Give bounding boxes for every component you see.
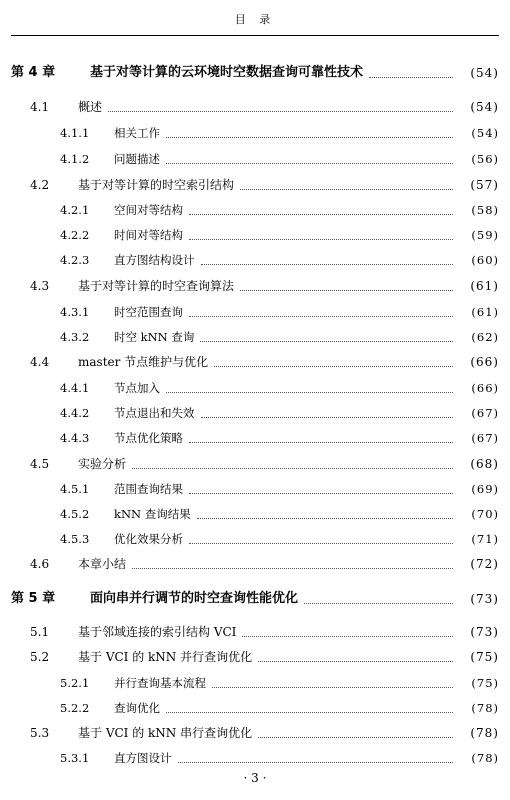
dot-leader [369, 77, 453, 78]
dot-leader [132, 468, 453, 469]
toc-number: 5.2.2 [60, 701, 90, 715]
toc-number: 5.2.1 [60, 676, 90, 690]
toc-page: (67) [471, 431, 499, 445]
page-number: · 3 · [243, 771, 267, 785]
toc-title: 节点退出和失效 [114, 406, 195, 420]
toc-page: (73) [470, 592, 499, 606]
toc-section-4-1[interactable] [30, 97, 499, 117]
dot-leader [166, 137, 453, 138]
toc-number: 第 5 章 [11, 591, 56, 606]
toc-title: 直方图结构设计 [114, 253, 195, 267]
toc-section-5-2[interactable] [30, 647, 499, 667]
toc-number: 4.5 [30, 457, 50, 471]
dot-leader [166, 163, 453, 164]
toc-title: 问题描述 [114, 152, 160, 166]
dot-leader [200, 341, 453, 342]
toc-page: (54) [470, 100, 499, 114]
dot-leader [304, 603, 453, 604]
toc-title: 概述 [78, 100, 103, 114]
toc-title: 并行查询基本流程 [114, 676, 206, 690]
toc-section-5-1[interactable] [30, 622, 499, 642]
toc-page: (78) [471, 701, 499, 715]
toc-number: 5.1 [30, 625, 50, 639]
toc-number: 4.3.1 [60, 305, 90, 319]
toc-page: (69) [471, 482, 499, 496]
toc-page: (56) [471, 152, 499, 166]
toc-page: (70) [471, 507, 499, 521]
toc-number: 4.2.2 [60, 228, 90, 242]
toc-title: 实验分析 [78, 457, 127, 471]
dot-leader [201, 417, 454, 418]
toc-page: (73) [470, 625, 499, 639]
dot-leader [258, 737, 453, 738]
dot-leader [258, 661, 453, 662]
toc-subsection-4-3-1[interactable] [60, 302, 499, 322]
toc-number: 5.3.1 [60, 751, 90, 765]
toc-title: 基于 VCI 的 kNN 串行查询优化 [78, 726, 253, 740]
toc-subsection-4-4-2[interactable] [60, 403, 499, 423]
toc-number: 4.3 [30, 279, 50, 293]
toc-subsection-4-5-1[interactable] [60, 479, 499, 499]
dot-leader [212, 687, 453, 688]
header-rule [11, 35, 499, 36]
toc-title: 节点加入 [114, 381, 160, 395]
toc-page: (71) [471, 532, 499, 546]
toc-number: 第 4 章 [11, 65, 56, 80]
page-header-title: 目 录 [234, 13, 276, 26]
toc-page: (75) [471, 676, 499, 690]
toc-page: (68) [470, 457, 499, 471]
toc-page: (75) [470, 650, 499, 664]
dot-leader [214, 366, 453, 367]
toc-number: 4.5.1 [60, 482, 90, 496]
dot-leader [189, 543, 453, 544]
toc-number: 4.5.2 [60, 507, 90, 521]
toc-page: (66) [471, 381, 499, 395]
toc-subsection-4-4-1[interactable] [60, 378, 499, 398]
toc-section-4-3[interactable] [30, 276, 499, 296]
toc-title: 面向串并行调节的时空查询性能优化 [90, 591, 299, 606]
toc-page: (72) [470, 557, 499, 571]
toc-section-5-3[interactable] [30, 723, 499, 743]
toc-page: (78) [470, 726, 499, 740]
toc-page: (57) [470, 178, 499, 192]
toc-number: 5.2 [30, 650, 50, 664]
toc-subsection-4-2-3[interactable] [60, 250, 499, 270]
toc-subsection-5-3-1[interactable] [60, 748, 499, 768]
toc-subsection-4-2-1[interactable] [60, 200, 499, 220]
dot-leader [240, 290, 453, 291]
toc-page: (54) [470, 66, 499, 80]
toc-title: 时空 kNN 查询 [114, 330, 195, 344]
toc-page: (54) [471, 126, 499, 140]
toc-subsection-4-4-3[interactable] [60, 428, 499, 448]
toc-title: kNN 查询结果 [114, 507, 191, 521]
toc-chapter-4[interactable] [11, 63, 499, 83]
toc-number: 4.2.1 [60, 203, 90, 217]
toc-page: (62) [471, 330, 499, 344]
dot-leader [189, 316, 453, 317]
toc-chapter-5[interactable] [11, 589, 499, 609]
toc-page: (67) [471, 406, 499, 420]
toc-title: 时空范围查询 [114, 305, 183, 319]
toc-title: 基于 VCI 的 kNN 并行查询优化 [78, 650, 253, 664]
dot-leader [240, 189, 453, 190]
dot-leader [189, 239, 453, 240]
toc-number: 4.1.2 [60, 152, 90, 166]
toc-title: 基于对等计算的时空查询算法 [78, 279, 235, 293]
toc-subsection-5-2-2[interactable] [60, 698, 499, 718]
toc-page: (66) [470, 355, 499, 369]
dot-leader [178, 762, 454, 763]
toc-title: 直方图设计 [114, 751, 172, 765]
toc-title: 范围查询结果 [114, 482, 183, 496]
toc-number: 4.4.2 [60, 406, 90, 420]
dot-leader [166, 392, 453, 393]
toc-title: 空间对等结构 [114, 203, 183, 217]
toc-subsection-4-5-3[interactable] [60, 529, 499, 549]
toc-number: 4.4.1 [60, 381, 90, 395]
dot-leader [189, 442, 453, 443]
toc-number: 4.2.3 [60, 253, 90, 267]
toc-title: 节点优化策略 [114, 431, 183, 445]
dot-leader [197, 518, 453, 519]
dot-leader [189, 493, 453, 494]
toc-page: (60) [471, 253, 499, 267]
dot-leader [242, 636, 453, 637]
toc-number: 4.3.2 [60, 330, 90, 344]
toc-subsection-5-2-1[interactable] [60, 673, 499, 693]
toc-section-4-2[interactable] [30, 175, 499, 195]
toc-section-4-4[interactable] [30, 352, 499, 372]
toc-page: (58) [471, 203, 499, 217]
toc-title: 查询优化 [114, 701, 160, 715]
toc-number: 5.3 [30, 726, 50, 740]
dot-leader [132, 568, 453, 569]
toc-title: 基于邻域连接的索引结构 VCI [78, 625, 237, 639]
toc-title: 基于对等计算的时空索引结构 [78, 178, 235, 192]
dot-leader [166, 712, 453, 713]
toc-number: 4.2 [30, 178, 50, 192]
toc-title: 基于对等计算的云环境时空数据查询可靠性技术 [90, 65, 364, 80]
toc-title: 本章小结 [78, 557, 127, 571]
toc-title: 优化效果分析 [114, 532, 183, 546]
toc-number: 4.1.1 [60, 126, 90, 140]
toc-section-4-6[interactable] [30, 554, 499, 574]
toc-number: 4.5.3 [60, 532, 90, 546]
toc-page: (59) [471, 228, 499, 242]
toc-subsection-4-1-2[interactable] [60, 149, 499, 169]
dot-leader [201, 264, 454, 265]
toc-page: (78) [471, 751, 499, 765]
dot-leader [108, 111, 453, 112]
toc-page: (61) [470, 279, 499, 293]
toc-number: 4.4 [30, 355, 50, 369]
toc-number: 4.4.3 [60, 431, 90, 445]
toc-subsection-4-3-2[interactable] [60, 327, 499, 347]
toc-number: 4.1 [30, 100, 50, 114]
toc-title: 相关工作 [114, 126, 160, 140]
toc-number: 4.6 [30, 557, 50, 571]
dot-leader [189, 214, 453, 215]
toc-section-4-5[interactable] [30, 454, 499, 474]
toc-subsection-4-2-2[interactable] [60, 225, 499, 245]
toc-title: master 节点维护与优化 [78, 355, 209, 369]
toc-page: (61) [471, 305, 499, 319]
toc-subsection-4-5-2[interactable] [60, 504, 499, 524]
toc-subsection-4-1-1[interactable] [60, 123, 499, 143]
toc-title: 时间对等结构 [114, 228, 183, 242]
